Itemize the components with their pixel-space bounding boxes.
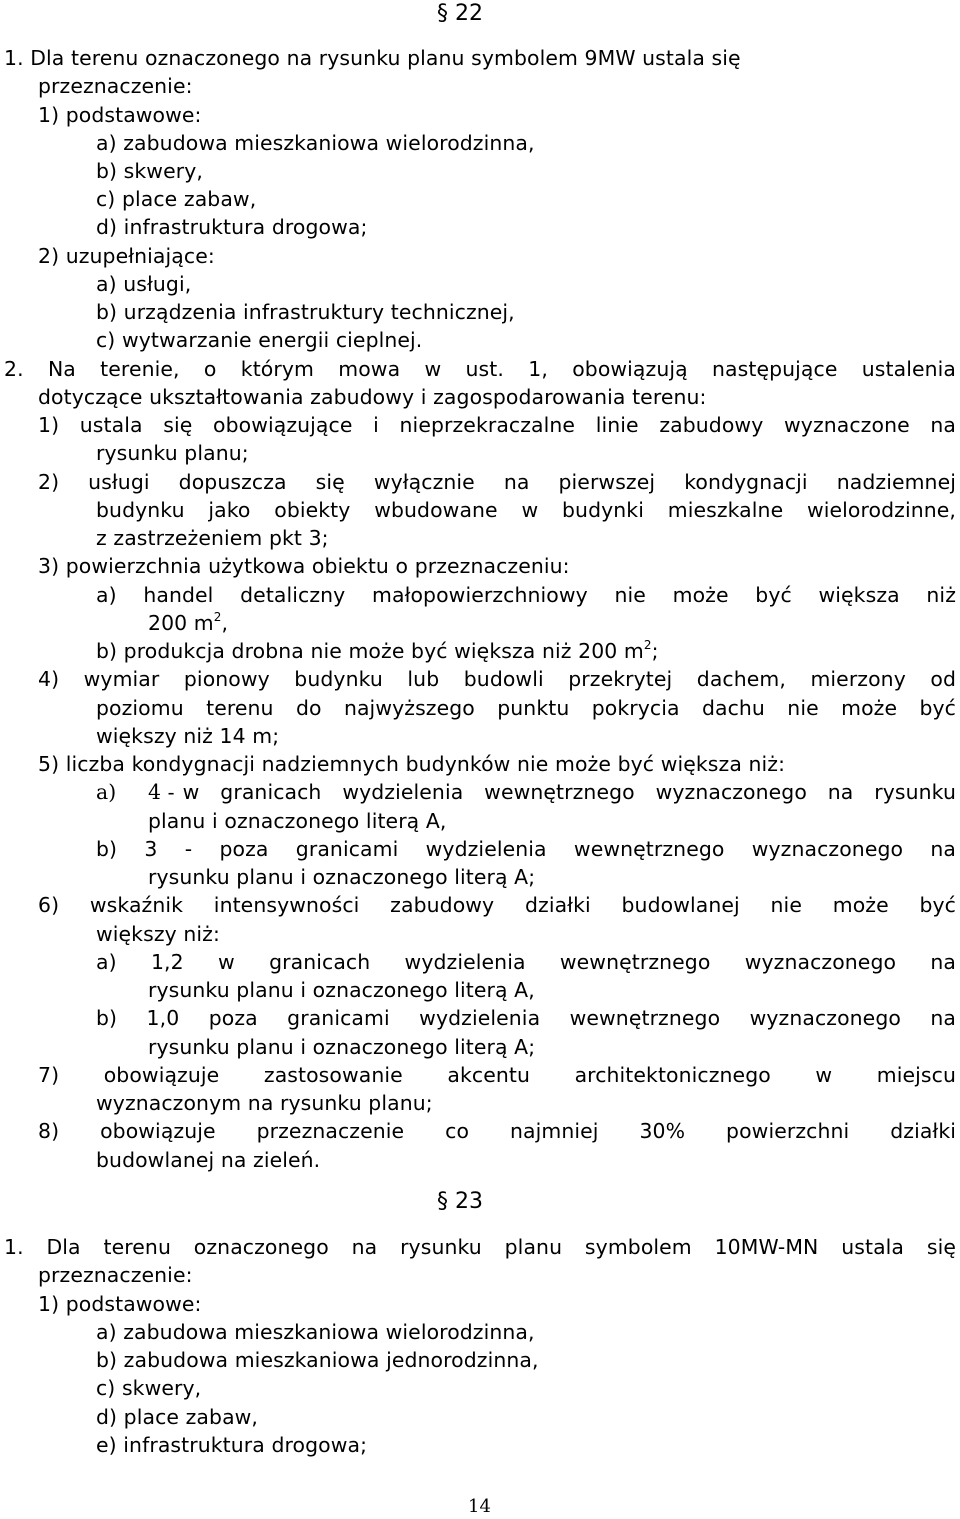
- list-item: c) skwery,: [96, 1376, 202, 1400]
- rule-6b-line-2: rysunku planu i oznaczonego literą A;: [148, 1035, 536, 1059]
- rule-6-line-1: 6) wskaźnik intensywności zabudowy działki budowlanej nie może być: [38, 893, 956, 917]
- list-item: a) zabudowa mieszkaniowa wielorodzinna,: [96, 131, 535, 155]
- punctuation: ,: [221, 611, 229, 635]
- paragraph-2-line-1: 2. Na terenie, o którym mowa w ust. 1, obowiązują następujące ustalenia: [4, 357, 956, 381]
- item-basic: 1) podstawowe:: [38, 103, 202, 127]
- superscript: 2: [213, 610, 222, 624]
- rule-8-line-1: 8) obowiązuje przeznaczenie co najmniej 30% powierzchni działki: [38, 1119, 956, 1143]
- section-sign: §: [437, 1189, 448, 1214]
- s23-item-basic: 1) podstawowe:: [38, 1292, 202, 1316]
- rule-3a-line-1: a) handel detaliczny małopowierzchniowy nie może być większa niż: [96, 583, 956, 607]
- rule-6-line-2: większy niż:: [96, 922, 220, 946]
- rule-5a-line-2: planu i oznaczonego literą A,: [148, 809, 447, 833]
- list-item: b) urządzenia infrastruktury technicznej,: [96, 300, 515, 324]
- section-heading-23: [437, 1188, 483, 1216]
- list-item: a) zabudowa mieszkaniowa wielorodzinna,: [96, 1320, 535, 1344]
- punctuation: ;: [651, 639, 659, 663]
- list-item: c) wytwarzanie energii cieplnej.: [96, 328, 423, 352]
- rule-6a-line-1: a) 1,2 w granicach wydzielenia wewnętrznego wyznaczonego na: [96, 950, 956, 974]
- section-number: 22: [455, 1, 483, 26]
- rule-3a-line-2: [148, 609, 228, 637]
- list-item: b) zabudowa mieszkaniowa jednorodzinna,: [96, 1348, 539, 1372]
- s23-paragraph-1-line-1: 1. Dla terenu oznaczonego na rysunku planu symbolem 10MW-MN ustala się: [4, 1235, 956, 1259]
- section-sign: §: [437, 1, 448, 26]
- list-label: a): [96, 780, 117, 804]
- s23-paragraph-1-line-2: przeznaczenie:: [38, 1263, 193, 1287]
- rule-1-line-1: 1) ustala się obowiązujące i nieprzekraczalne linie zabudowy wyznaczone na: [38, 413, 956, 437]
- item-supplementary: 2) uzupełniające:: [38, 244, 215, 268]
- section-number: 23: [455, 1189, 483, 1214]
- rule-2-line-1: 2) usługi dopuszcza się wyłącznie na pierwszej kondygnacji nadziemnej: [38, 470, 956, 494]
- rule-7-line-2: wyznaczonym na rysunku planu;: [96, 1091, 433, 1115]
- superscript: 2: [643, 638, 652, 652]
- paragraph-1-line-2: przeznaczenie:: [38, 74, 193, 98]
- rule-3-line-1: 3) powierzchnia użytkowa obiektu o przeznaczeniu:: [38, 554, 570, 578]
- rule-5-line-1: 5) liczba kondygnacji nadziemnych budynków nie może być większa niż:: [38, 752, 786, 776]
- rule-6b-line-1: b) 1,0 poza granicami wydzielenia wewnętrznego wyznaczonego na: [96, 1006, 956, 1030]
- rule-6a-line-2: rysunku planu i oznaczonego literą A,: [148, 978, 535, 1002]
- page-number: 14: [468, 1496, 491, 1517]
- rule-5b-line-2: rysunku planu i oznaczonego literą A;: [148, 865, 536, 889]
- list-item: d) place zabaw,: [96, 1405, 259, 1429]
- rule-5a-line-1: [96, 778, 956, 806]
- rule-8-line-2: budowlanej na zieleń.: [96, 1148, 321, 1172]
- list-item: e) infrastruktura drogowa;: [96, 1433, 368, 1457]
- section-heading-22: [437, 0, 483, 28]
- rule-3b-text: b) produkcja drobna nie może być większa niż 200 m: [96, 639, 644, 663]
- rule-4-line-2: poziomu terenu do najwyższego punktu pokrycia dachu nie może być: [96, 696, 956, 720]
- rule-1-line-2: rysunku planu;: [96, 441, 249, 465]
- rule-3b-line-1: [96, 637, 659, 665]
- rule-7-line-1: 7) obowiązuje zastosowanie akcentu architektonicznego w miejscu: [38, 1063, 956, 1087]
- rule-5b-line-1: b) 3 - poza granicami wydzielenia wewnętrznego wyznaczonego na: [96, 837, 956, 861]
- list-item: a) usługi,: [96, 272, 192, 296]
- list-item: d) infrastruktura drogowa;: [96, 215, 368, 239]
- rule-4-line-1: 4) wymiar pionowy budynku lub budowli przekrytej dachem, mierzony od: [38, 667, 956, 691]
- paragraph-text: 1. Dla terenu oznaczonego na rysunku planu symbolem 9MW ustala się: [4, 46, 741, 70]
- paragraph-1-line-1: [4, 44, 956, 72]
- paragraph-2-line-2: dotyczące ukształtowania zabudowy i zagospodarowania terenu:: [38, 385, 707, 409]
- floor-count: 4 -: [148, 780, 175, 804]
- rule-2-line-2: budynku jako obiekty wbudowane w budynki mieszkalne wielorodzinne,: [96, 498, 956, 522]
- list-item: c) place zabaw,: [96, 187, 257, 211]
- area-value: 200 m: [148, 611, 214, 635]
- rule-5a-text: w granicach wydzielenia wewnętrznego wyznaczonego na rysunku: [182, 780, 956, 804]
- rule-2-line-3: z zastrzeżeniem pkt 3;: [96, 526, 329, 550]
- list-item: b) skwery,: [96, 159, 203, 183]
- rule-4-line-3: większy niż 14 m;: [96, 724, 280, 748]
